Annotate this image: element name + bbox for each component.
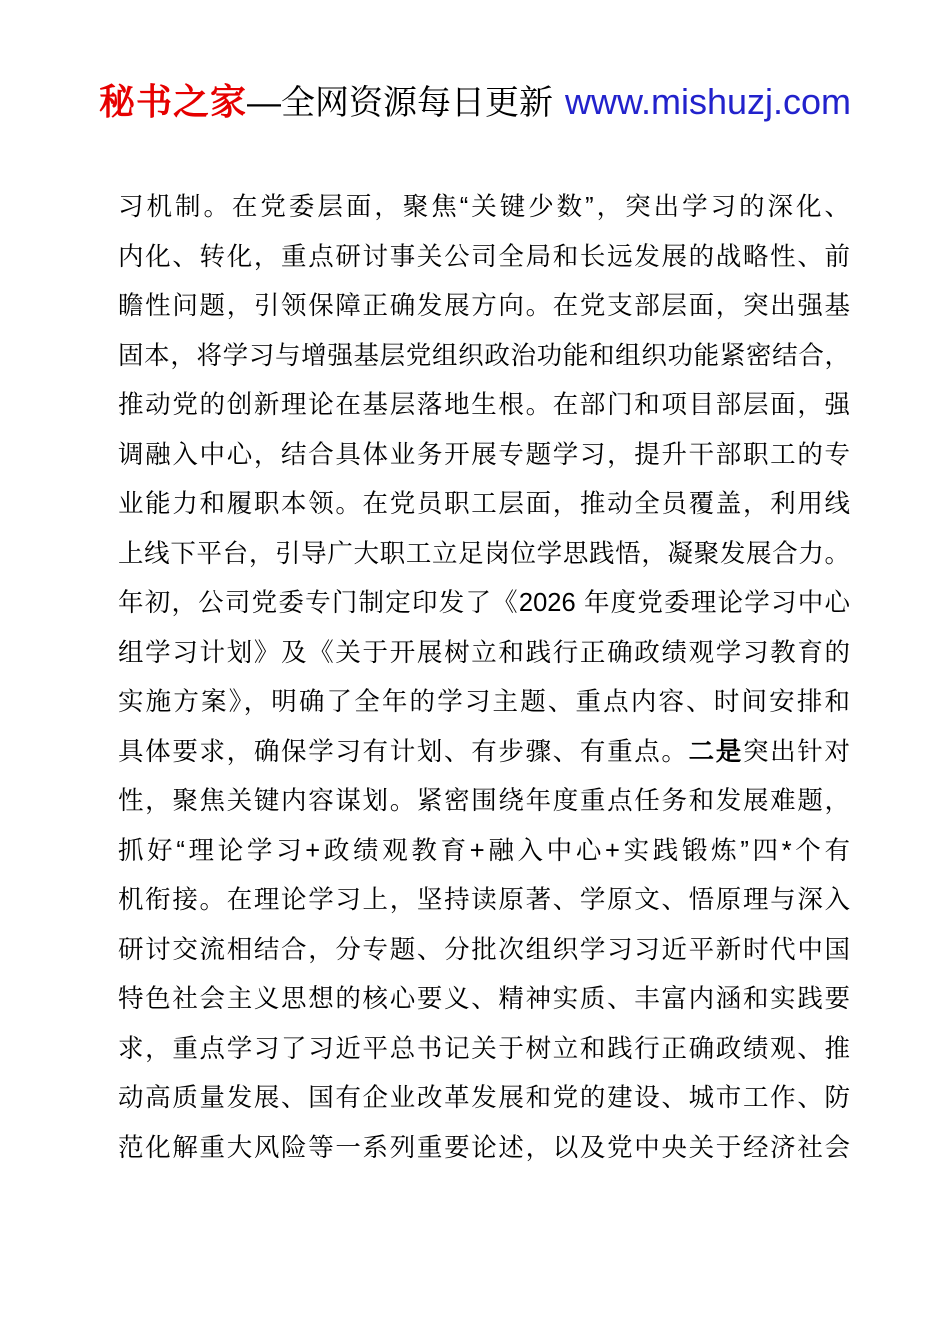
document-body <box>118 183 850 1173</box>
text-line: 动高质量发展、国有企业改革发展和党的建设、城市工作、防 <box>118 1084 850 1112</box>
emphasized-text: 二是 <box>688 737 743 766</box>
text-line: 性，聚焦关键内容谋划。紧密围绕年度重点任务和发展难题， <box>118 787 850 815</box>
text-line: 上线下平台，引导广大职工立足岗位学思践悟，凝聚发展合力。 <box>118 539 850 568</box>
text-line: 求，重点学习了习近平总书记关于树立和践行正确政绩观、推 <box>118 1034 850 1063</box>
text-line: 机衔接。在理论学习上，坚持读原著、学原文、悟原理与深入 <box>118 886 850 914</box>
text-line: 组学习计划》及《关于开展树立和践行正确政绩观学习教育的 <box>118 638 850 667</box>
site-url-link[interactable]: www.mishuzj.com <box>564 81 852 122</box>
text-line: 内化、转化，重点研讨事关公司全局和长远发展的战略性、前 <box>118 242 850 271</box>
page-header <box>0 0 950 125</box>
text-segment: 具体要求，确保学习有计划、有步骤、有重点。 <box>118 737 689 766</box>
text-line: 抓好“理论学习+政绩观教育+融入中心+实践锻炼”四*个有 <box>118 836 850 865</box>
text-line: 特色社会主义思想的核心要义、精神实质、丰富内涵和实践要 <box>118 985 850 1013</box>
text-line: 范化解重大风险等一系列重要论述，以及党中央关于经济社会 <box>118 1133 850 1162</box>
text-line: 研讨交流相结合，分专题、分批次组织学习习近平新时代中国 <box>118 935 850 964</box>
text-line: 推动党的创新理论在基层落地生根。在部门和项目部层面，强 <box>118 391 850 419</box>
site-brand-name: 秘书之家 <box>98 81 247 122</box>
text-line: 实施方案》，明确了全年的学习主题、重点内容、时间安排和 <box>118 688 850 716</box>
text-line: 年初，公司党委专门制定印发了《2026 年度党委理论学习中心 <box>118 589 850 617</box>
text-line: 业能力和履职本领。在党员职工层面，推动全员覆盖，利用线 <box>118 490 850 518</box>
text-line-with-emphasis <box>118 728 850 778</box>
text-line: 习机制。在党委层面，聚焦“关键少数”，突出学习的深化、 <box>118 193 850 221</box>
text-segment: 突出针对 <box>742 737 850 766</box>
text-line: 调融入中心，结合具体业务开展专题学习，提升干部职工的专 <box>118 440 850 469</box>
header-tagline: —全网资源每日更新 <box>246 84 553 122</box>
text-line: 固本，将学习与增强基层党组织政治功能和组织功能紧密结合， <box>118 341 850 370</box>
text-line: 瞻性问题，引领保障正确发展方向。在党支部层面，突出强基 <box>118 292 850 320</box>
